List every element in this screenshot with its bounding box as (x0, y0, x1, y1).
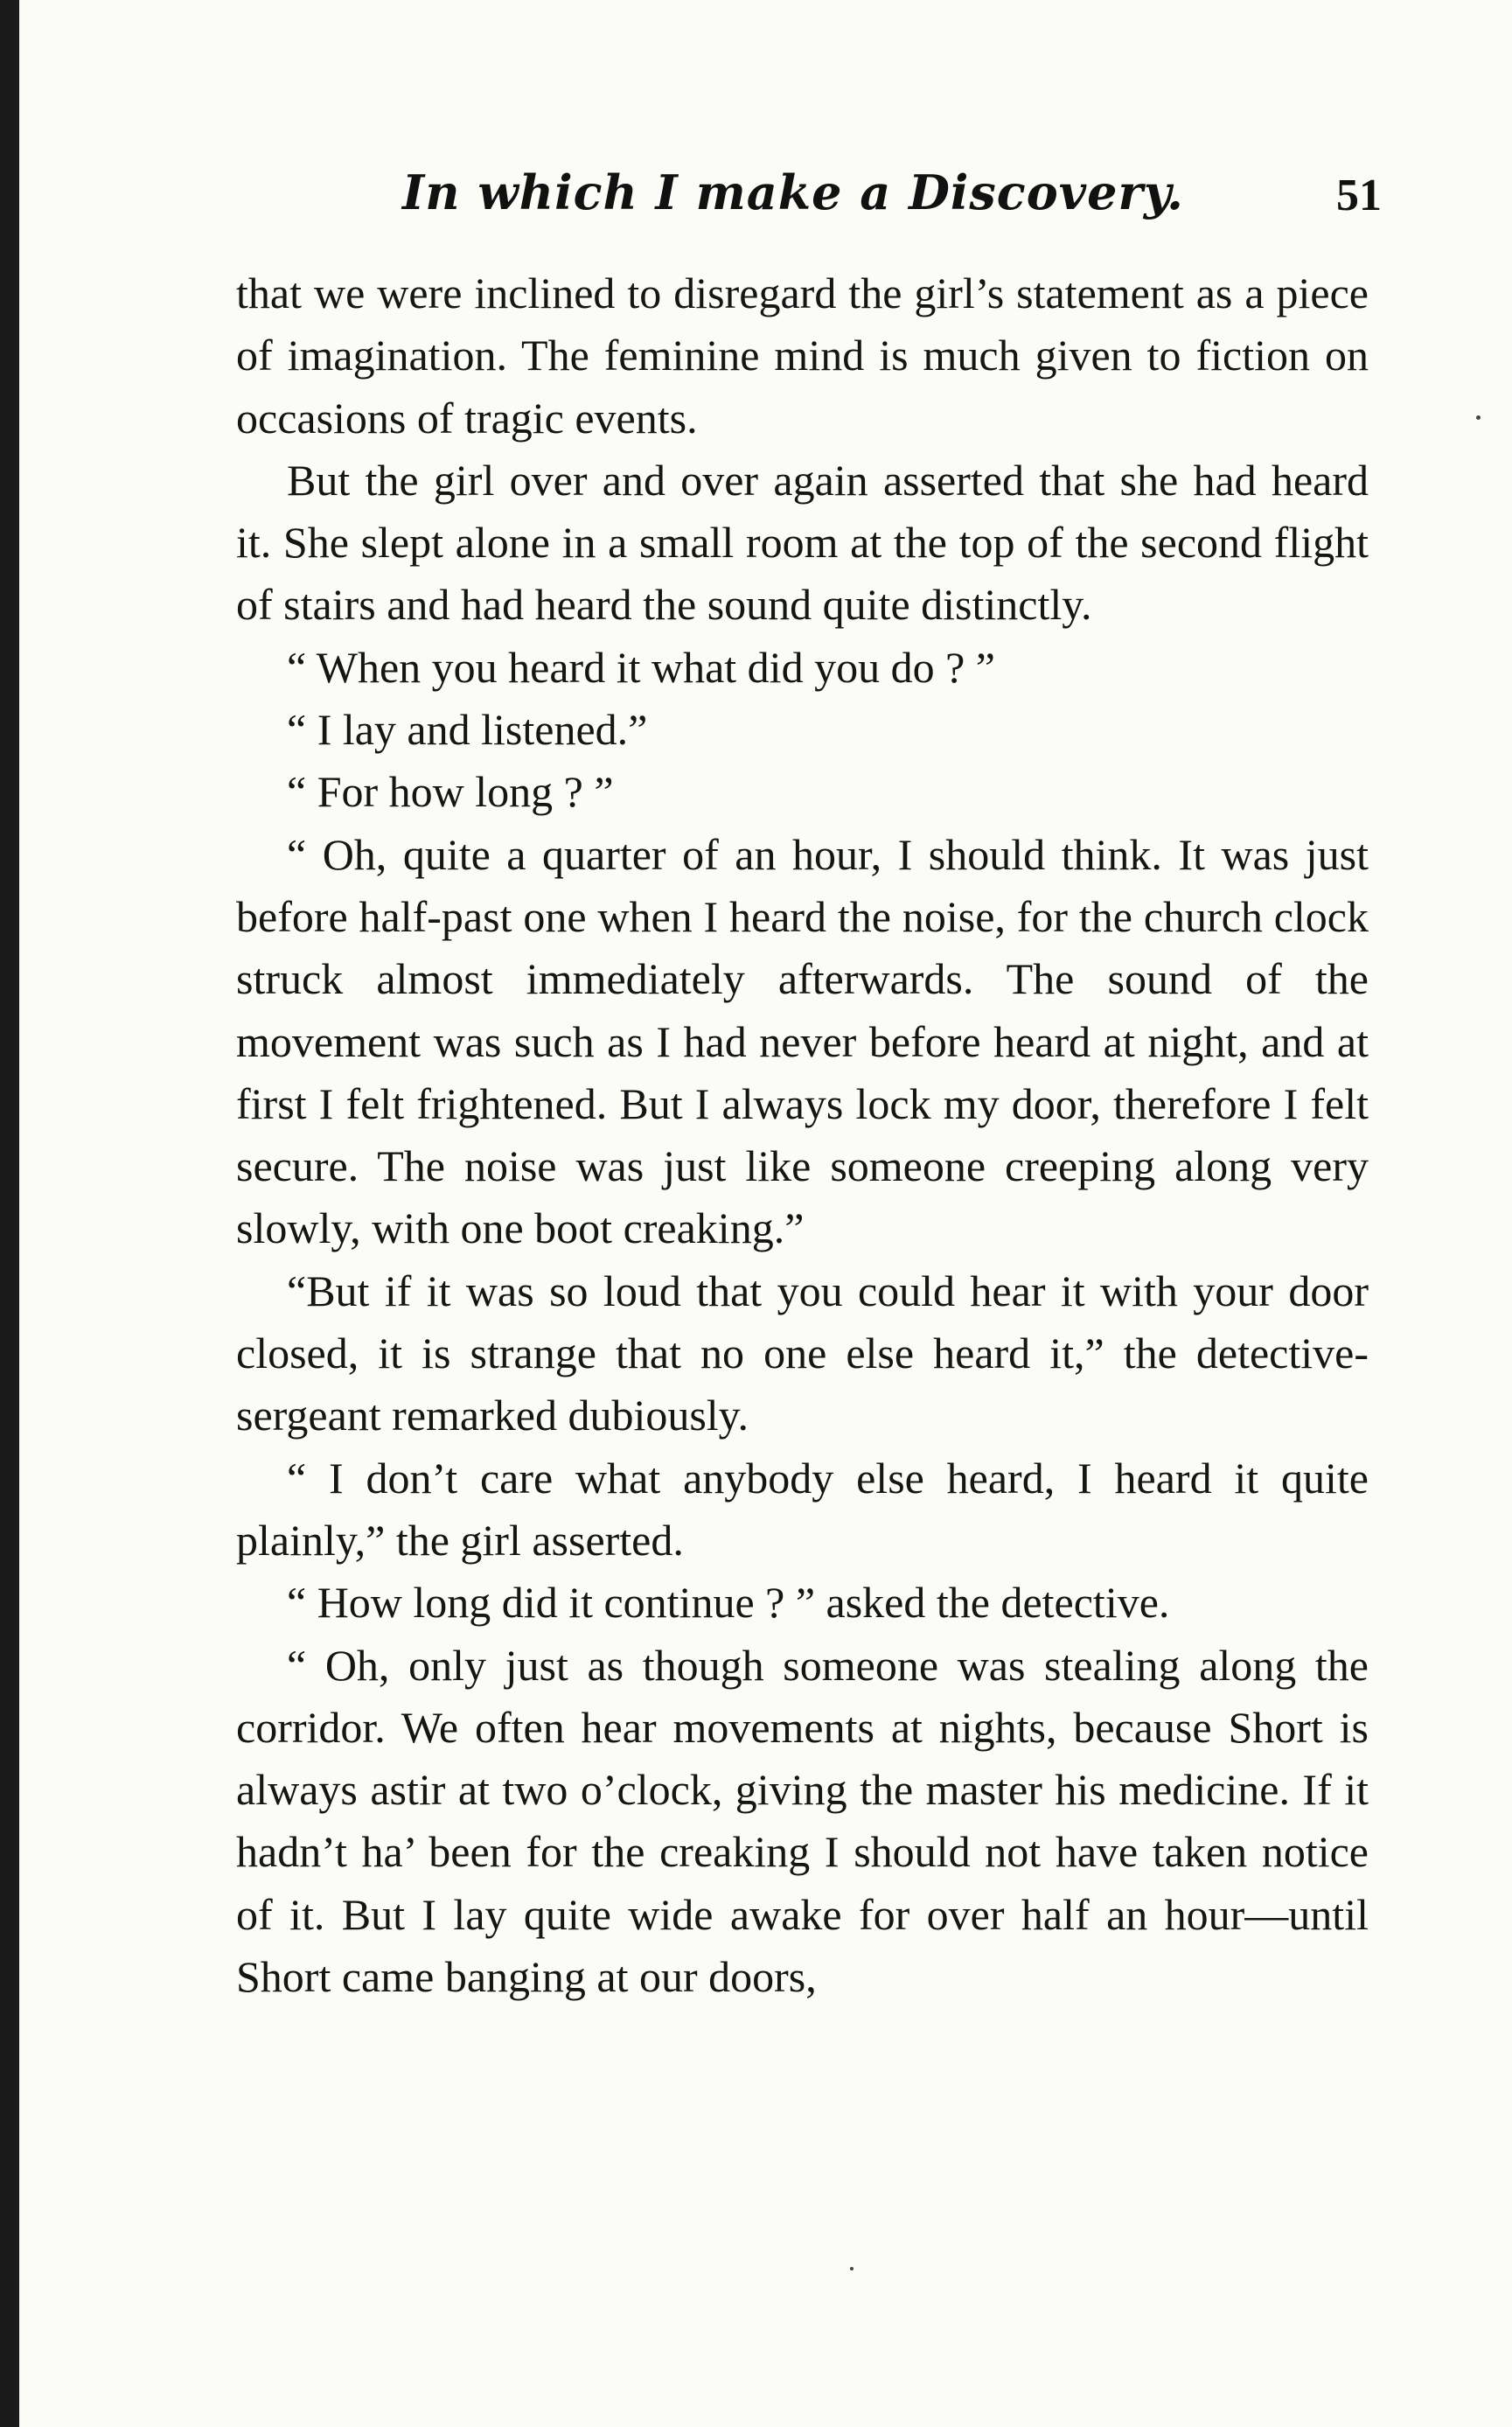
print-speck (850, 2267, 854, 2270)
paragraph: “ For how long ? ” (287, 767, 614, 817)
paragraph: “ Oh, only just as though someone was stealing along the corridor. We often hear movements at nights, because Short is always astir at two o’clock, giving the master his medicine. If it hadn’t ha’ been for the creaking I should not have taken notice of it. But I lay quite wide awake for over half an hour—until Short came banging at our doors, (236, 1640, 1369, 2002)
page-edge-shadow (0, 0, 19, 2427)
page-header (236, 164, 1382, 243)
body-text (236, 262, 1369, 2008)
paragraph: “ How long did it continue ? ” asked the detective. (287, 1578, 1170, 1628)
paragraph: “ Oh, quite a quarter of an hour, I should think. It was just before half-past one when I heard the noise, for the church clock struck almost immediately afterwards. The sound of the movement was such as I had never before heard at night, and at first I felt frightened. But I always lock my door, therefore I felt secure. The noise was just like someone creeping along very slowly, with one boot creaking.” (236, 829, 1369, 1253)
paragraph: “ When you heard it what did you do ? ” (287, 642, 995, 692)
print-speck (1476, 415, 1481, 420)
paragraph: But the girl over and over again asserted that she had heard it. She slept alone in a small room at the top of the second flight of stairs and had heard the sound quite distinctly. (236, 455, 1369, 630)
paragraph: “ I don’t care what anybody else heard, I heard it quite plainly,” the girl asserted. (236, 1453, 1369, 1565)
page-number: 51 (1336, 171, 1382, 220)
paragraph: “But if it was so loud that you could hear it with your door closed, it is strange that no one else heard it,” the detective-sergeant remarked dubiously. (236, 1266, 1369, 1440)
paragraph: “ I lay and listened.” (287, 705, 648, 755)
paragraph: that we were inclined to disregard the girl’s statement as a piece of imagination. The feminine mind is much given to fiction on occasions of tragic events. (236, 269, 1369, 443)
running-head: In which I make a Discovery. (402, 164, 1184, 220)
